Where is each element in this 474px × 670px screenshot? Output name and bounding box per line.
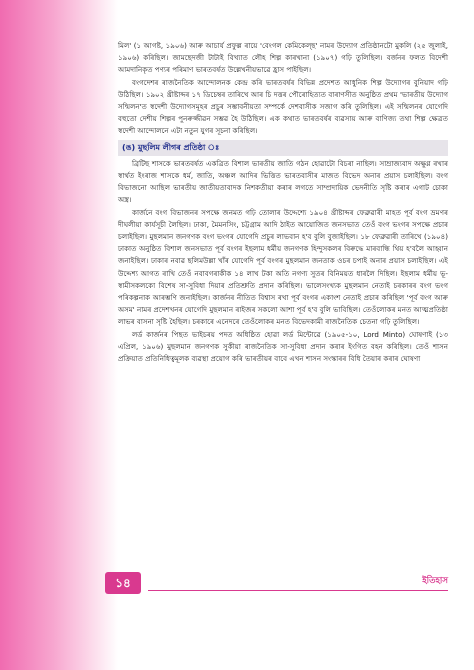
section-heading: (ঙ) মুছলিম লীগৰ প্ৰতিষ্ঠা ঃ [118,140,448,156]
paragraph-5: লৰ্ড কাৰ্জনৰ পিছত ভাইচৰয় পদত অধিষ্ঠিত হোৱা লৰ্ড মিন্টোৱে (১৯০৫-১০, Lord Minto) ঘোষণাই (১৩ এপ্ৰিল, ১৯০৬) মুছলমান জনগণক সুকীয়া ৰাজনৈতিক সা-সুবিধা প্ৰদান কৰাৰ ইংগিত বহন কৰিছিল। তেওঁ শাসন প্ৰক্ৰিয়াত প্ৰতিনিধিত্বমূলক ব্যৱস্থা প্ৰয়োগ কৰি ভাৰতীয়ৰ বাবে এখন শাসন সংস্কাৰৰ বিধি তৈয়াৰ কৰাৰ ঘোষণা [118,329,448,364]
paragraph-2: বংগদেশৰ ৰাজনৈতিক আন্দোলনক কেন্দ্ৰ কৰি ভাৰতবৰ্ষৰ বিভিন্ন প্ৰদেশত আধুনিক শিল্প উদ্যোগৰ বুনিয়াদ গঢ়ি উঠিছিল। ১৯০২ খ্ৰীষ্টাব্দৰ ১৭ ডিচেম্বৰ তাৰিখে আৰ চি দত্তৰ পৌৰোহিত্যত বাৰাণসীত অনুষ্ঠিত প্ৰথম 'ভাৰতীয় উদ্যোগ সন্মিলন'ত স্বদেশী উদ্যোগসমূহৰ প্ৰচুৰ সম্ভাবনীয়তা সম্পৰ্কে দেশবাসীক সজাগ কৰি তুলিছিল। এই সন্মিলনৰ যোগেদি বহুতো দেশীয় শিল্পৰ পুনৰুজ্জীৱন সম্ভৱ হৈ উঠিছিল। এক কথাত ভাৰতবৰ্ষৰ ব্যৱসায় আৰু বাণিজ্য তথা শিল্প ক্ষেত্ৰত স্বদেশী আন্দোলনে এটা নতুন যুগৰ সূচনা কৰিছিল। [118,77,448,136]
paragraph-3: ব্ৰিটিছ শাসকে ভাৰতবৰ্ষত একত্ৰিত বিশাল ভাৰতীয় জাতি গঠন হোৱাটো বিচৰা নাছিল। সাম্ৰাজ্যবাদ অক্ষুণ্ণ ৰখাৰ স্বাৰ্থত ইংৰাজ শাসকে ধৰ্ম, জাতি, অঞ্চল আদিৰ ভিত্তিত ভাৰতবাসীৰ মাজত বিভেদ অনাৰ প্ৰয়াস চলাইছিল। বংগ বিভাজনো আছিল ভাৰতীয় জাতীয়তাবাদক নিশকতীয়া কৰাৰ লগতে সাম্প্ৰদায়িক ভেদনীতি সৃষ্টি কৰাৰ এগাট চোকা অস্ত্ৰ। [118,158,448,205]
page-footer [0,572,474,596]
page-content [118,40,448,365]
decorative-pink-strip [0,0,118,670]
paragraph-1: মিল' (১ আগষ্ট, ১৯০৬) আৰু আচাৰ্য প্ৰফুল্ল ৰায়ে 'বেংগল কেমিকেল্‌ছ' নামৰ উদ্যোগ প্ৰতিষ্ঠানটো মুকলি (২৫ জুলাই, ১৯০৬) কৰিছিল। জামছেদজী টাটাই বিখ্যাত লৌহ শিল্প কাৰখানা (১৯০৭) গঢ়ি তুলিছিল। বৰ্জনৰ ফলত বিদেশী আমদানিকৃত পণ্যৰ পৰিমাণ ভাৰতবৰ্ষত উল্লেখনীয়ভাৱে হ্ৰাস পাইছিল। [118,41,448,75]
paragraph-4: কাৰ্জনে বংগ বিভাজনৰ সপক্ষে জনমত গঢ়ি তোলাৰ উদ্দেশ্যে ১৯০৪ খ্ৰীষ্টাব্দৰ ফেব্ৰুৱাৰী মাহত পূৰ্ব বংগ ভ্ৰমণৰ দীঘলীয়া কাৰ্যসূচী লৈছিল। ঢাকা, মৈমনসিং, চট্টগ্ৰাম আদি ঠাইত আয়োজিত জনসভাত তেওঁ বংগ ভংগৰ সপক্ষে প্ৰচাৰ চলাইছিল। মুছলমান জনগণক বংগ ভংগৰ যোগেদি প্ৰচুৰ লাভবান হ'ব বুলি বুজাইছিল। ১৮ ফেব্ৰুৱাৰী তাৰিখে (১৯০৪) ঢাকাত অনুষ্ঠিত বিশাল জনসভাত পূৰ্ব বংগৰ ইছলাম ধৰ্মীয় জনগণক হিন্দুসকলৰ বিৰুদ্ধে মাৰবান্ধি থিয় হ'বলৈ আহ্বান জনাইছিল। ঢাকাৰ নবাৱ ছলিমউল্লা খাঁৰ যোগেদি পূৰ্ব বংগৰ মুছলমান জনতাক ওচৰ চপাই অনাৰ প্ৰয়াস চলাইছিল। এই উদ্দেশ্য আগত ৰাখি তেওঁ নবাবগৰাকীক ১৪ লাখ টকা অতি নগণ্য সুতৰ বিনিময়ত ধাৰলৈ দিছিল। ইছলাম ধৰ্মীয় ভূ-স্বামীসকলকো বিশেষ সা-সুবিধা দিয়াৰ প্ৰতিশ্ৰুতি প্ৰদান কৰিছিল। ভালেসংখ্যক মুছলমান নেতাই চৰকাৰৰ বংগ ভংগ পৰিকল্পনাক আৰম্ভণি জনাইছিল। কাৰ্জনৰ নীতিত বিশ্বাস ৰখা পূৰ্ব বংগৰ একাংশ নেতাই প্ৰচাৰ কৰিছিল 'পূৰ্ব বংগ আৰু অসম' নামৰ প্ৰদেশখনৰ যোগেদি মুছলমান ৰাইজৰ সকলো আশা পূৰ্ব হ'ব বুলি ভাবিছিল। তেওঁলোকৰ মনত আত্মপ্ৰতিষ্ঠা লাভৰ বাসনা সৃষ্টি হৈছিল। চৰকাৰে এনেদৰে তেওঁলোকৰ মনত বিভেদকামী ৰাজনৈতিক চেতনা গঢ়ি তুলিছিল। [118,207,448,327]
book-title: ইতিহাস [422,576,448,586]
page-number: ১৪ [105,572,141,594]
footer-rule [148,590,448,591]
